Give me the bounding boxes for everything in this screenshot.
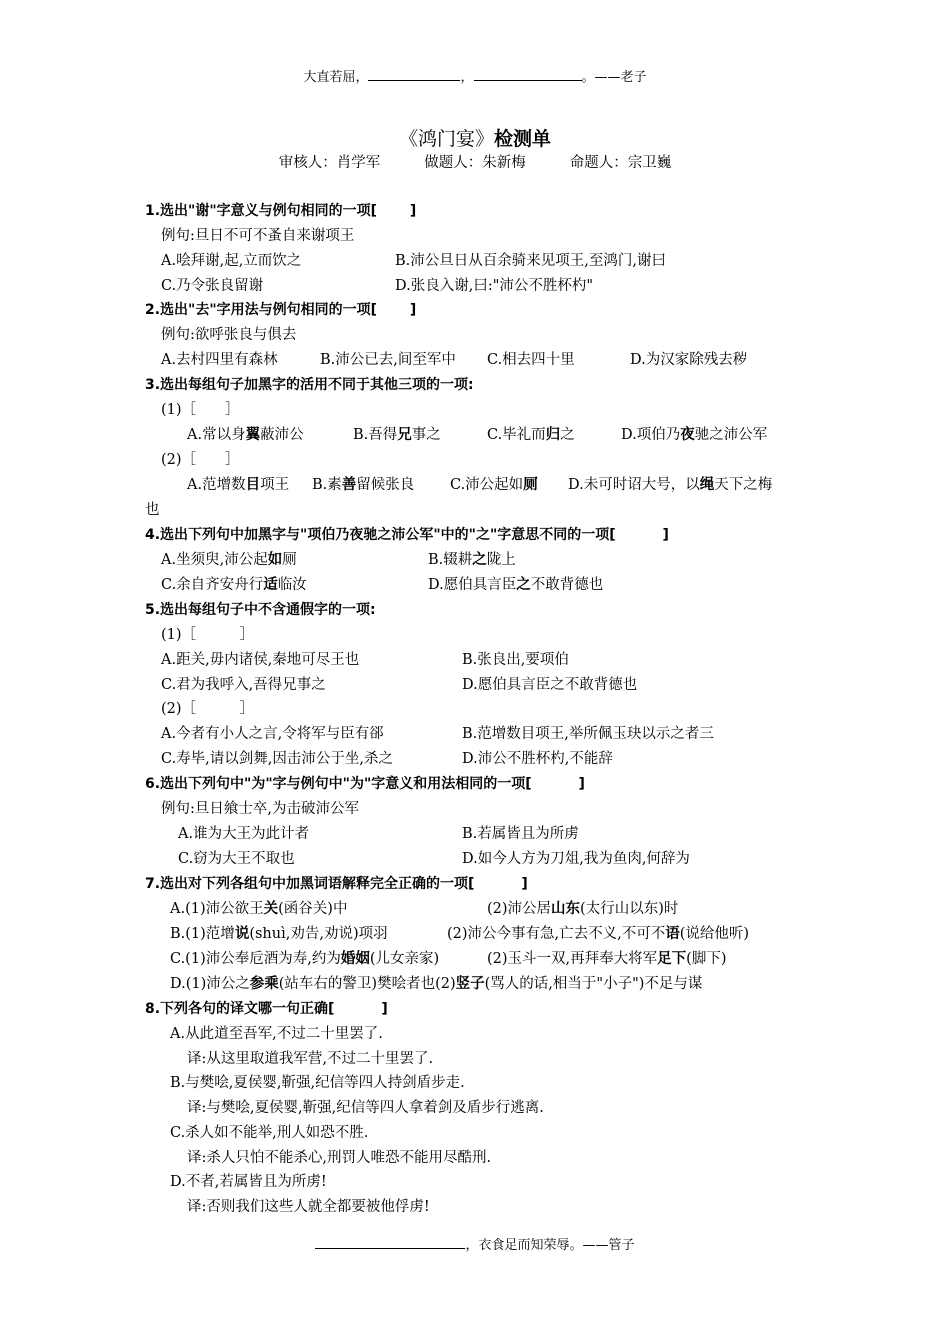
option-a-1: A.(1)沛公欲王关(函谷关)中	[170, 901, 348, 917]
option-b: B.沛公已去,间至军中	[320, 352, 456, 368]
question-7: 7.选出对下列各组句中加黑词语解释完全正确的一项[ ]	[145, 876, 528, 892]
option-b: B.与樊哙,夏侯婴,靳强,纪信等四人持剑盾步走.	[170, 1075, 465, 1091]
option-d: D.项伯乃夜驰之沛公军	[621, 427, 768, 443]
option-c: C.相去四十里	[487, 352, 575, 368]
option-d-wrap: 也	[145, 502, 160, 518]
option-a: A.范增数目项王	[187, 477, 290, 493]
option-d: D.愿伯具言臣之不敢背德也	[428, 577, 604, 593]
question-2: 2.选出"去"字用法与例句相同的一项[ ]	[145, 302, 417, 318]
option-d: D.沛公不胜杯杓,不能辞	[462, 751, 613, 767]
option-b: B.吾得兄事之	[353, 427, 441, 443]
staff-line: 审核人：肖学军 做题人：朱新梅 命题人：宗卫巍	[278, 155, 672, 171]
translation-c: 译:杀人只怕不能杀心,刑罚人唯恐不能用尽酷刑.	[187, 1150, 492, 1166]
option-c: C.乃令张良留谢	[161, 278, 264, 294]
option-a: A.常以身翼蔽沛公	[187, 427, 304, 443]
part-1-bracket: (1)［ ］	[161, 402, 240, 418]
translation-a: 译:从这里取道我军营,不过二十里罢了.	[187, 1051, 434, 1067]
option-c-1: C.(1)沛公奉卮酒为寿,约为婚姻(儿女亲家)	[170, 951, 440, 967]
option-a: A.今者有小人之言,令将军与臣有郤	[161, 726, 384, 742]
page-title: 《鸿门宴》检测单	[398, 128, 552, 150]
option-c: C.毕礼而归之	[487, 427, 575, 443]
option-c: C.寿毕,请以剑舞,因击沛公于坐,杀之	[161, 751, 394, 767]
option-b: B.辍耕之陇上	[428, 552, 516, 568]
option-a: A.谁为大王为此计者	[178, 826, 310, 842]
option-d: D.为汉家除残去秽	[630, 352, 748, 368]
option-c: C.沛公起如厕	[450, 477, 538, 493]
question-1: 1.选出"谢"字意义与例句相同的一项[ ]	[145, 203, 417, 219]
option-a: A.从此道至吾军,不过二十里罢了.	[170, 1026, 383, 1042]
option-b: B.素善留候张良	[312, 477, 415, 493]
option-d: D.如今人方为刀俎,我为鱼肉,何辞为	[462, 851, 690, 867]
option-d: D.未可时诏大号，以绳天下之梅	[568, 477, 773, 493]
translation-d: 译:否则我们这些人就全都要被他俘虏!	[187, 1199, 430, 1215]
question-8: 8.下列各句的译文哪一句正确[ ]	[145, 1001, 388, 1017]
option-c: C.窃为大王不取也	[178, 851, 295, 867]
blank-line	[474, 66, 582, 81]
question-4: 4.选出下列句中加黑字与"项伯乃夜驰之沛公军"中的"之"字意思不同的一项[ ]	[145, 527, 669, 543]
option-b: B.范增数目项王,举所佩玉玦以示之者三	[462, 726, 714, 742]
option-d: D.张良入谢,曰:"沛公不胜杯杓"	[395, 278, 594, 294]
blank-line	[315, 1234, 465, 1249]
question-6: 6.选出下列句中"为"字与例句中"为"字意义和用法相同的一项[ ]	[145, 776, 585, 792]
option-a: A.距关,毋内诸侯,秦地可尽王也	[161, 652, 360, 668]
part-1-bracket: (1)［ ］	[161, 627, 255, 643]
part-2-bracket: (2)［ ］	[161, 701, 255, 717]
option-d: D.(1)沛公之参乘(站车右的警卫)樊哙者也(2)竖子(骂人的话,相当于"小子")不足与谋	[170, 976, 703, 992]
option-a: A.坐须臾,沛公起如厕	[161, 552, 297, 568]
option-c: C.余自齐安舟行适临汝	[161, 577, 307, 593]
translation-b: 译:与樊哙,夏侯婴,靳强,纪信等四人拿着剑及盾步行逃离.	[187, 1100, 544, 1116]
option-a: A.去村四里有森林	[161, 352, 278, 368]
option-b: B.张良出,要项伯	[462, 652, 569, 668]
option-b-1: B.(1)范增说(shuì,劝告,劝说)项羽	[170, 926, 388, 942]
option-d: D.不者,若属皆且为所虏!	[170, 1174, 327, 1190]
option-c: C.君为我呼入,吾得兄事之	[161, 677, 326, 693]
option-b: B.若属皆且为所虏	[462, 826, 579, 842]
example: 例句:欲呼张良与俱去	[161, 327, 297, 343]
option-b: B.沛公旦日从百余骑来见项王,至鸿门,谢曰	[395, 253, 666, 269]
part-2-bracket: (2)［ ］	[161, 452, 240, 468]
option-c-2: (2)玉斗一双,再拜奉大将军足下(脚下)	[487, 951, 727, 967]
option-b-2: (2)沛公今事有急,亡去不义,不可不语(说给他听)	[447, 926, 750, 942]
option-a-2: (2)沛公居山东(太行山以东)时	[487, 901, 679, 917]
top-quote: 大直若屈， ， 。——老子	[0, 66, 950, 85]
blank-line	[368, 66, 460, 81]
example: 例句:旦日飨士卒,为击破沛公军	[161, 801, 359, 817]
option-c: C.杀人如不能举,刑人如恐不胜.	[170, 1125, 369, 1141]
question-5: 5.选出每组句子中不含通假字的一项:	[145, 602, 376, 618]
bottom-quote: ，衣食足而知荣辱。——管子	[0, 1234, 950, 1253]
option-d: D.愿伯具言臣之不敢背德也	[462, 677, 638, 693]
option-a: A.哙拜谢,起,立而饮之	[161, 253, 302, 269]
question-3: 3.选出每组句子加黑字的活用不同于其他三项的一项:	[145, 377, 474, 393]
example: 例句:旦日不可不蚤自来谢项王	[161, 228, 355, 244]
